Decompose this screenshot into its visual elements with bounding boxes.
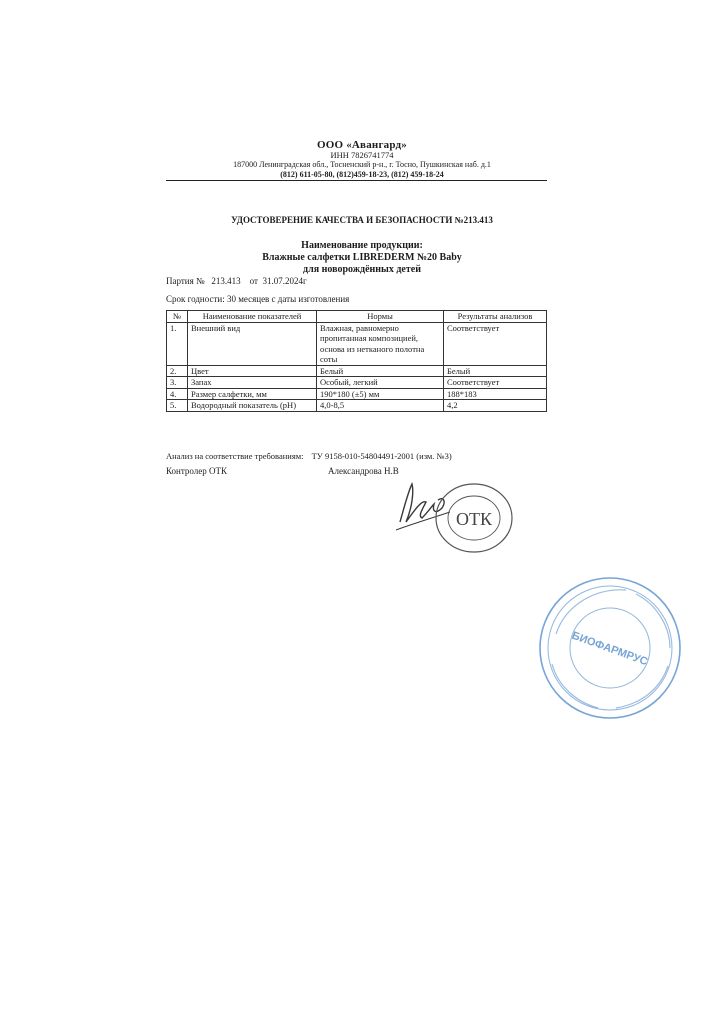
table-cell: 1. [167, 322, 188, 365]
round-stamp-label: БИОФАРМРУС [570, 629, 650, 669]
analysis-standard: ТУ 9158-010-54804491-2001 (изм. №3) [311, 451, 452, 461]
controller-role: Контролер ОТК [166, 466, 228, 476]
company-address: 187000 Ленинградская обл., Тосненский р-н., г. Тосно, Пушкинская наб. д.1 [233, 160, 491, 169]
batch-date: 31.07.2024г [262, 276, 307, 286]
table-cell: Водородный показатель (pH) [188, 400, 317, 412]
table-cell: Цвет [188, 365, 317, 377]
column-header: Нормы [317, 311, 444, 323]
table-cell: Внешний вид [188, 322, 317, 365]
batch-line [166, 276, 307, 286]
table-cell: Соответствует [444, 377, 547, 389]
table-cell: 3. [167, 377, 188, 389]
table-row [167, 365, 547, 377]
company-name: ООО «Авангард» [317, 139, 407, 151]
table-cell: Особый, легкий [317, 377, 444, 389]
table-row [167, 400, 547, 412]
table-cell: 190*180 (±5) мм [317, 388, 444, 400]
table-cell: 2. [167, 365, 188, 377]
batch-date-label: от [249, 276, 258, 286]
company-inn: ИНН 7826741774 [330, 150, 394, 160]
column-header: № [167, 311, 188, 323]
product-subtitle: для новорождённых детей [303, 264, 421, 275]
shelf-life: Срок годности: 30 месяцев с даты изготовления [166, 294, 350, 304]
analysis-line [166, 451, 452, 461]
table-cell: 188*183 [444, 388, 547, 400]
table-row [167, 377, 547, 389]
quality-table [166, 310, 547, 412]
batch-number: 213.413 [211, 276, 241, 286]
document-title: УДОСТОВЕРЕНИЕ КАЧЕСТВА И БЕЗОПАСНОСТИ №213.413 [231, 215, 493, 225]
company-phones: (812) 611-05-80, (812)459-18-23, (812) 459-18-24 [280, 170, 444, 179]
table-cell: 4,0-8,5 [317, 400, 444, 412]
otk-stamp-label: ОТК [456, 509, 492, 529]
table-cell: Влажная, равномерно пропитанная композицией, основа из нетканого полотна соты [317, 322, 444, 365]
product-label: Наименование продукции: [301, 240, 423, 251]
product-name: Влажные салфетки LIBREDERM №20 Baby [262, 252, 462, 263]
table-cell: Соответствует [444, 322, 547, 365]
batch-label: Партия № [166, 276, 205, 286]
column-header: Наименование показателей [188, 311, 317, 323]
column-header: Результаты анализов [444, 311, 547, 323]
header-divider [166, 180, 547, 181]
table-cell: Белый [444, 365, 547, 377]
table-row [167, 322, 547, 365]
table-cell: Белый [317, 365, 444, 377]
table-header-row [167, 311, 547, 323]
analysis-label: Анализ на соответствие требованиям: [166, 451, 304, 461]
table-cell: Размер салфетки, мм [188, 388, 317, 400]
table-cell: 4. [167, 388, 188, 400]
controller-name: Александрова Н.В [328, 466, 399, 476]
table-cell: 5. [167, 400, 188, 412]
company-round-stamp [536, 574, 684, 722]
table-row [167, 388, 547, 400]
table-cell: 4,2 [444, 400, 547, 412]
otk-stamp-with-signature [392, 478, 522, 558]
table-cell: Запах [188, 377, 317, 389]
